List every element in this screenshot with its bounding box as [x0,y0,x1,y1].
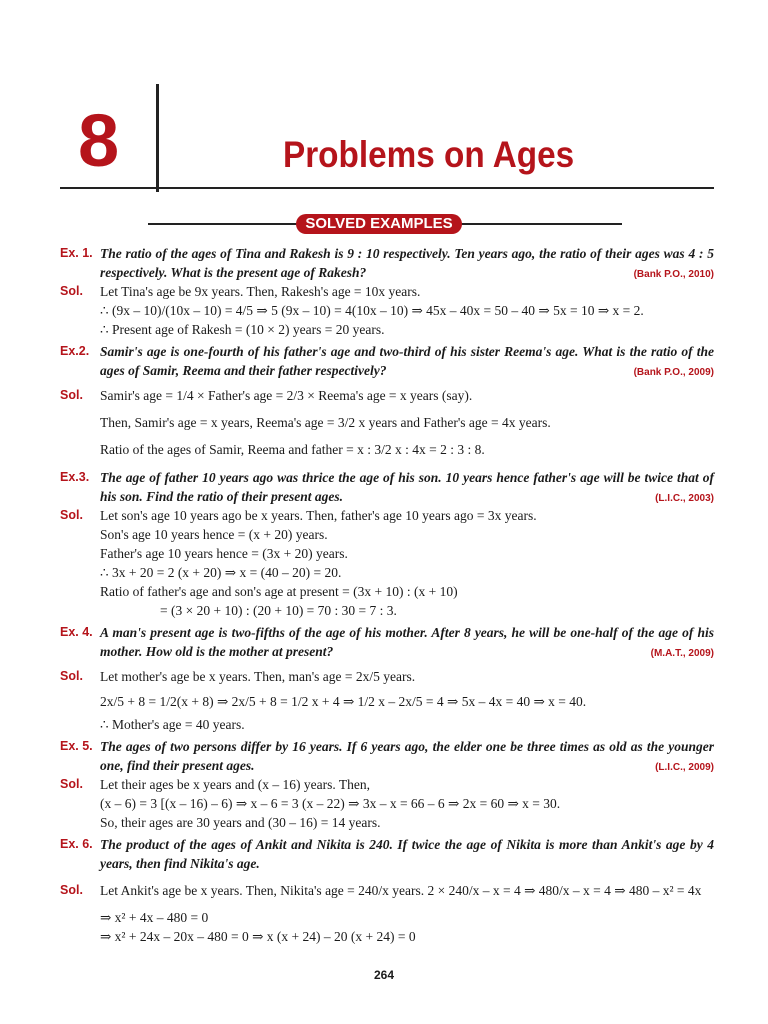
sol-label: Sol. [60,284,83,298]
solution-line: ⇒ x² + 4x – 480 = 0 [100,910,209,925]
example-4 [60,623,714,661]
solution-line: ∴ (9x – 10)/(10x – 10) = 4/5 ⇒ 5 (9x – 10) = 4(10x – 10) ⇒ 45x – 40x = 50 – 40 ⇒ 5x = 10 ⇒ x = 2. [100,303,644,318]
solution-line: Samir's age = 1/4 × Father's age = 2/3 × Reema's age = x years (say). [100,388,473,403]
section-rule-left [148,223,298,225]
example-label: Ex. 6. [60,837,93,851]
page-body [60,244,714,946]
solution-2 [60,386,714,459]
solution-line: Father's age 10 years hence = (3x + 20) years. [100,546,348,561]
question-text: The ratio of the ages of Tina and Rakesh is 9 : 10 respectively. Ten years ago, the ratio of their ages was 4 : 5 respectively. What is the present age of Rakesh? [100,246,714,280]
question-text: The age of father 10 years ago was thrice the age of his son. 10 years hence father's age will be twice that of his son. Find the ratio of their present ages. [100,470,714,504]
question-text: A man's present age is two-fifths of the age of his mother. After 8 years, he will be one-half of the age of his mother. How old is the mother at present? [100,625,714,659]
chapter-divider [156,84,159,192]
source-citation: (L.I.C., 2003) [655,493,714,504]
example-3 [60,468,714,506]
sol-label: Sol. [60,777,83,791]
solution-line: Let their ages be x years and (x – 16) years. Then, [100,777,371,792]
source-citation: (M.A.T., 2009) [650,648,714,659]
solution-line: Then, Samir's age = x years, Reema's age = 3/2 x years and Father's age = 4x years. [100,415,551,430]
sol-label: Sol. [60,669,83,683]
solution-line: ⇒ x² + 24x – 20x – 480 = 0 ⇒ x (x + 24) – 20 (x + 24) = 0 [100,929,416,944]
solution-3 [60,506,714,620]
source-citation: (Bank P.O., 2009) [633,367,714,378]
solution-line: = (3 × 20 + 10) : (20 + 10) = 70 : 30 = 7 : 3. [160,603,397,618]
question-text: The ages of two persons differ by 16 years. If 6 years ago, the elder one be three times as old as the younger one, find their present ages. [100,739,714,773]
solution-5 [60,775,714,832]
example-6 [60,835,714,873]
solution-line: Ratio of father's age and son's age at present = (3x + 10) : (x + 10) [100,584,458,599]
example-label: Ex. 4. [60,625,93,639]
example-label: Ex.2. [60,344,90,358]
solution-line: Son's age 10 years hence = (x + 20) years. [100,527,328,542]
solution-line: (x – 6) = 3 [(x – 16) – 6) ⇒ x – 6 = 3 (x – 22) ⇒ 3x – x = 66 – 6 ⇒ 2x = 60 ⇒ x = 30. [100,796,561,811]
question-text: The product of the ages of Ankit and Nikita is 240. If twice the age of Nikita is more than Ankit's age by 4 years, then find Nikita's age. [100,837,714,871]
section-rule-right [460,223,622,225]
solution-line: Ratio of the ages of Samir, Reema and father = x : 3/2 x : 4x = 2 : 3 : 8. [100,442,485,457]
solution-line: 2x/5 + 8 = 1/2(x + 8) ⇒ 2x/5 + 8 = 1/2 x + 4 ⇒ 1/2 x – 2x/5 = 4 ⇒ 5x – 4x = 40 ⇒ x = 40. [100,694,587,709]
solution-line: So, their ages are 30 years and (30 – 16) = 14 years. [100,815,381,830]
page-number: 264 [373,968,395,982]
sol-label: Sol. [60,883,83,897]
chapter-number: 8 [78,99,120,182]
section-badge: SOLVED EXAMPLES [296,214,462,234]
example-label: Ex. 5. [60,739,93,753]
chapter-title: Problems on Ages [283,134,575,175]
question-text: Samir's age is one-fourth of his father's age and two-third of his sister Reema's age. What is the ratio of the ages of Samir, Reema and their father respectively? [100,344,714,378]
solution-1 [60,282,714,339]
example-2 [60,342,714,380]
chapter-rule [60,187,714,189]
source-citation: (L.I.C., 2009) [655,762,714,773]
example-1 [60,244,714,282]
sol-label: Sol. [60,508,83,522]
solution-line: Let son's age 10 years ago be x years. Then, father's age 10 years ago = 3x years. [100,508,537,523]
solution-line: ∴ Present age of Rakesh = (10 × 2) years = 20 years. [100,322,385,337]
solution-6 [60,881,714,946]
solution-line: ∴ 3x + 20 = 2 (x + 20) ⇒ x = (40 – 20) = 20. [100,565,342,580]
example-label: Ex.3. [60,470,90,484]
example-5 [60,737,714,775]
solution-line: Let Tina's age be 9x years. Then, Rakesh's age = 10x years. [100,284,421,299]
source-citation: (Bank P.O., 2010) [633,269,714,280]
solution-line: Let mother's age be x years. Then, man's age = 2x/5 years. [100,669,416,684]
solution-line: Let Ankit's age be x years. Then, Nikita's age = 240/x years. 2 × 240/x – x = 4 ⇒ 480/x – x = 4 ⇒ 480 – x² = 4x [100,883,702,898]
solution-line: ∴ Mother's age = 40 years. [100,717,245,732]
sol-label: Sol. [60,388,83,402]
solution-4 [60,667,714,734]
example-label: Ex. 1. [60,246,93,260]
